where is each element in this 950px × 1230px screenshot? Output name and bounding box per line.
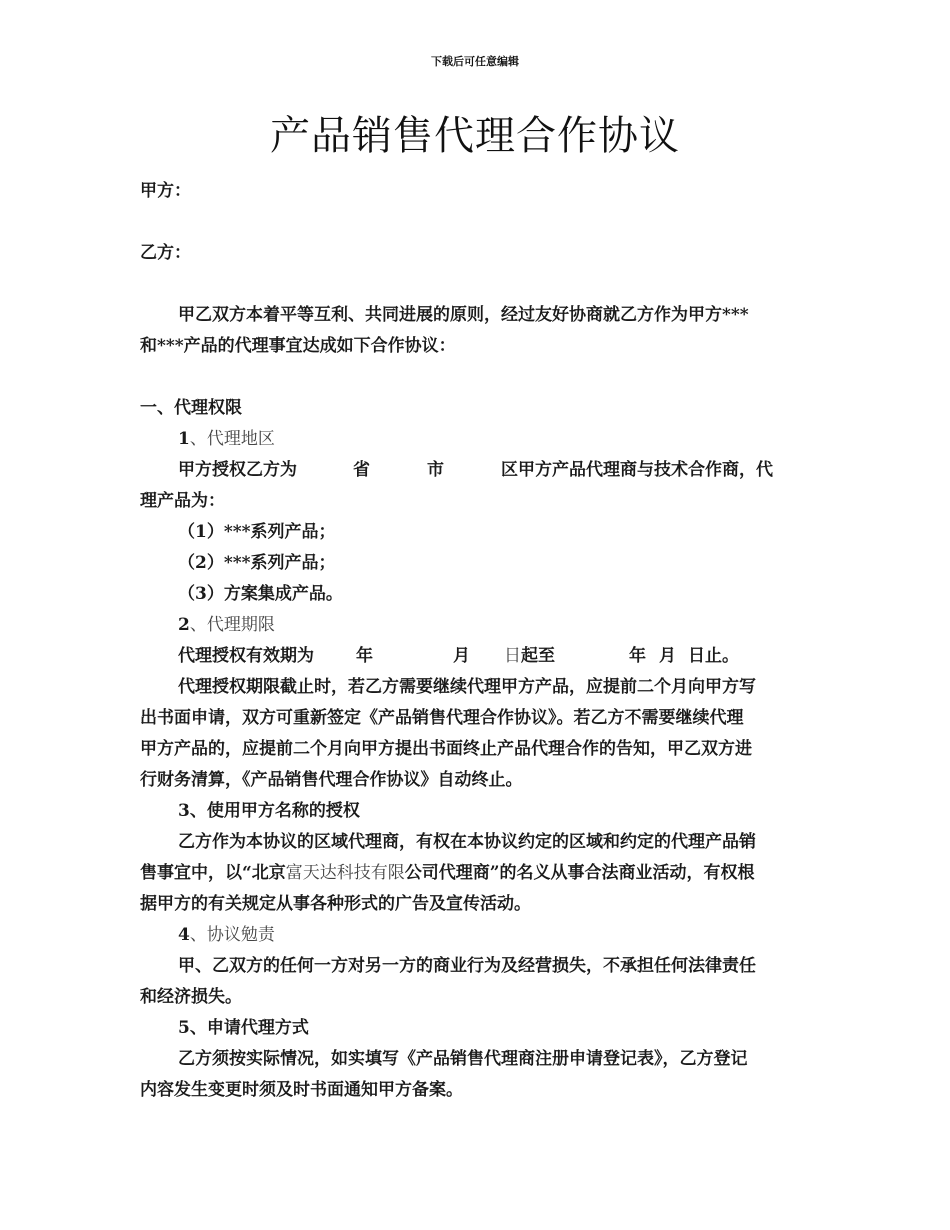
item-3-line-3: 据甲方的有关规定从事各种形式的广告及宣传活动。 [140, 894, 531, 914]
item-1-title: 、代理地区 [189, 429, 275, 449]
start-year: 年 [356, 646, 373, 666]
item-1-number: 1 [178, 429, 190, 449]
item-4-heading [178, 920, 812, 951]
end-month: 月 [659, 646, 676, 666]
period-end: 日止。 [688, 646, 739, 666]
period-para-line-3: 甲方产品的，应提前二个月向甲方提出书面终止产品代理合作的告知，甲乙双方进 [140, 739, 752, 759]
period-line [178, 641, 812, 672]
item-5-heading: 5、申请代理方式 [178, 1018, 309, 1038]
product-text: ***系列产品； [223, 522, 336, 542]
product-number: （2） [178, 553, 224, 573]
item-4-title: 、协议勉责 [189, 925, 275, 945]
header-note: 下载后可任意编辑 [431, 55, 519, 68]
period-para-line-2: 出书面申请，双方可重新签定《产品销售代理合作协议》。若乙方不需要继续代理 [140, 708, 744, 728]
intro-line-1: 甲乙双方本着平等互利、共同进展的原则，经过友好协商就乙方作为甲方*** [178, 305, 749, 325]
section-1-heading: 一、代理权限 [140, 398, 242, 418]
item-4-line-1: 甲、乙双方的任何一方对另一方的商业行为及经营损失，不承担任何法律责任 [178, 956, 756, 976]
product-text: 方案集成产品。 [223, 584, 343, 604]
auth-suffix: 区甲方产品代理商与技术合作商，代 [501, 460, 773, 480]
period-prefix: 代理授权有效期为 [178, 646, 314, 666]
auth-prefix: 甲方授权乙方为 [178, 460, 297, 480]
item-3-heading: 3、使用甲方名称的授权 [178, 801, 360, 821]
city-label: 市 [427, 460, 444, 480]
product-item-1 [178, 517, 812, 548]
start-day: 日 [504, 646, 521, 666]
intro-line-2: 和***产品的代理事宜达成如下合作协议： [140, 336, 456, 356]
end-year: 年 [629, 646, 646, 666]
item-3-text-c: 公司代理商”的名义从事合法商业活动，有权根 [404, 863, 755, 883]
period-para-line-4: 行财务清算，《产品销售代理合作协议》自动终止。 [140, 770, 523, 790]
product-number: （3） [178, 584, 224, 604]
authorization-line [178, 455, 812, 486]
document-title: 产品销售代理合作协议 [270, 113, 680, 159]
product-item-2 [178, 548, 812, 579]
product-item-3 [178, 579, 812, 610]
item-5-line-1: 乙方须按实际情况，如实填写《产品销售代理商注册申请登记表》，乙方登记 [178, 1049, 748, 1069]
period-para-line-1: 代理授权期限截止时，若乙方需要继续代理甲方产品，应提前二个月向甲方写 [178, 677, 756, 697]
product-number: （1） [178, 522, 224, 542]
item-4-number: 4 [178, 925, 190, 945]
party-a-label: 甲方： [140, 181, 191, 201]
item-2-heading [178, 610, 812, 641]
party-b-label: 乙方： [140, 243, 191, 263]
item-3-line-1: 乙方作为本协议的区域代理商，有权在本协议约定的区域和约定的代理产品销 [178, 832, 756, 852]
province-label: 省 [353, 460, 370, 480]
item-2-number: 2 [178, 615, 190, 635]
company-name: 富天达科技有限 [285, 863, 405, 883]
item-5-line-2: 内容发生变更时须及时书面通知甲方备案。 [140, 1080, 463, 1100]
item-4-line-2: 和经济损失。 [140, 987, 242, 1007]
period-to: 起至 [521, 646, 555, 666]
item-3-line-2 [140, 858, 812, 889]
authorization-line-2: 理产品为： [140, 491, 225, 511]
item-1-heading [178, 424, 812, 455]
item-2-title: 、代理期限 [189, 615, 275, 635]
product-text: ***系列产品； [223, 553, 336, 573]
item-3-text-a: 售事宜中，以“北京 [140, 863, 286, 883]
start-month: 月 [453, 646, 470, 666]
